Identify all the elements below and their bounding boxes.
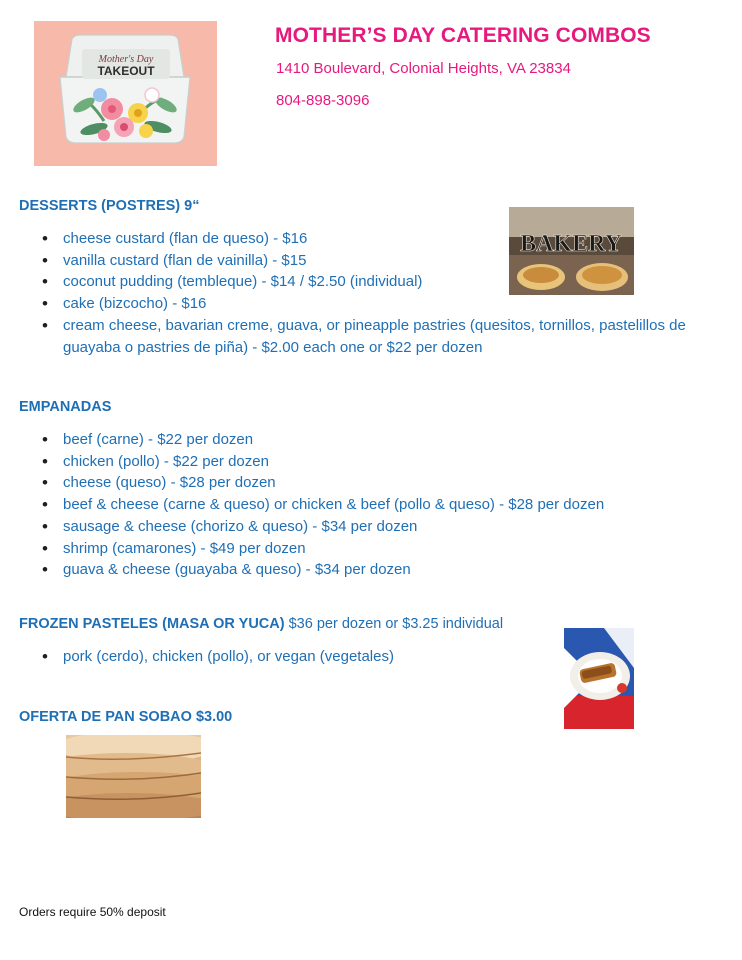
list-item: • chicken (pollo) - $22 per dozen [19, 451, 729, 473]
pan-sobao-photo [66, 735, 201, 818]
address: 1410 Boulevard, Colonial Heights, VA 23834 [276, 60, 571, 77]
pan-sobao-heading: OFERTA DE PAN SOBAO $3.00 [19, 709, 233, 725]
logo-line2: TAKEOUT [97, 64, 155, 78]
list-item: • guava & cheese (guayaba & queso) - $34 per dozen [19, 559, 729, 581]
bakery-sign-text: BAKERY [520, 231, 622, 257]
bakery-photo [509, 207, 634, 295]
list-item: • pork (cerdo), chicken (pollo), or vegan (vegetales) [19, 646, 539, 668]
pasteles-heading-bold: FROZEN PASTELES (MASA OR YUCA) [19, 616, 285, 632]
logo-line1: Mother's Day [98, 54, 154, 65]
list-item: • cream cheese, bavarian creme, guava, or pineapple pastries (quesitos, tornillos, pastelillos de guayaba o pastries de piña) - $2.00 each one or $22 per dozen [19, 315, 729, 358]
list-item: • cake (bizcocho) - $16 [19, 293, 729, 315]
list-item: • cheese (queso) - $28 per dozen [19, 472, 729, 494]
pasteles-list [19, 646, 539, 668]
list-item: • vanilla custard (flan de vainilla) - $15 [19, 250, 729, 272]
list-item: • cheese custard (flan de queso) - $16 [19, 228, 729, 250]
pasteles-heading-price: $36 per dozen or $3.25 individual [284, 616, 504, 632]
page-title: MOTHER’S DAY CATERING COMBOS [275, 24, 651, 47]
mothers-day-takeout-logo [34, 21, 217, 166]
phone-number: 804-898-3096 [276, 92, 370, 109]
list-item: • shrimp (camarones) - $49 per dozen [19, 538, 729, 560]
list-item: • beef (carne) - $22 per dozen [19, 429, 729, 451]
list-item: • sausage & cheese (chorizo & queso) - $34 per dozen [19, 516, 729, 538]
takeout-box-illustration [34, 21, 217, 166]
list-item: • beef & cheese (carne & queso) or chicken & beef (pollo & queso) - $28 per dozen [19, 494, 729, 516]
pasteles-photo [564, 628, 634, 729]
empanadas-heading: EMPANADAS [19, 399, 112, 415]
empanadas-list [19, 429, 729, 581]
desserts-heading: DESSERTS (POSTRES) 9“ [19, 198, 200, 214]
list-item: • coconut pudding (tembleque) - $14 / $2.50 (individual) [19, 271, 729, 293]
pasteles-heading [19, 616, 503, 632]
deposit-note: Orders require 50% deposit [19, 905, 166, 919]
